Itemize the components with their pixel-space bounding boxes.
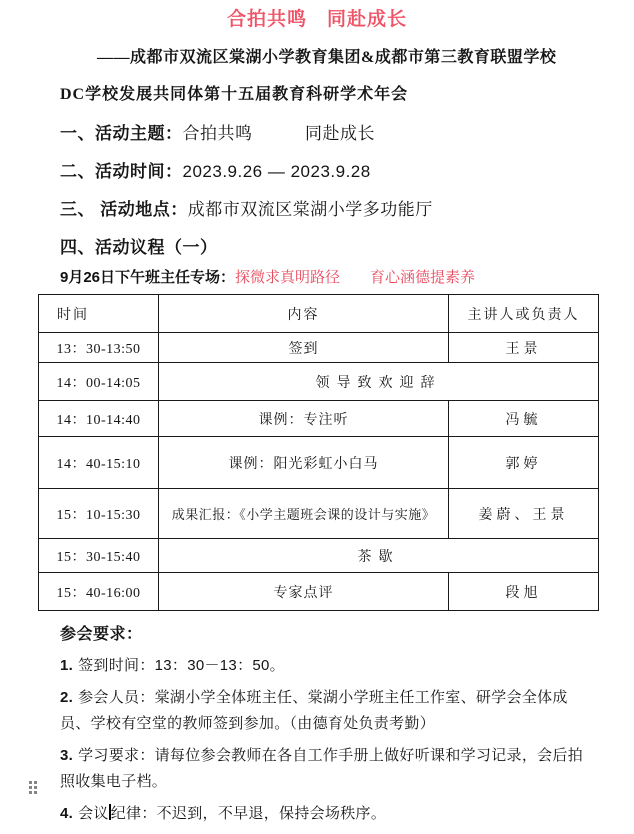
speaker-cell: 郭婷 bbox=[449, 437, 599, 489]
content-cell-merged: 茶歇 bbox=[159, 539, 599, 573]
item-number: 3. bbox=[60, 747, 74, 764]
info-label-time: 二、活动时间： bbox=[60, 162, 183, 181]
requirements-heading: 参会要求： bbox=[60, 626, 143, 643]
speaker-cell: 冯毓 bbox=[449, 401, 599, 437]
content-cell: 课例：专注听 bbox=[159, 401, 449, 437]
requirement-item-3 bbox=[60, 743, 593, 795]
info-label-place: 三、 活动地点： bbox=[60, 200, 188, 219]
item-number: 4. bbox=[60, 805, 74, 822]
info-value-place: 成都市双流区棠湖小学多功能厅 bbox=[187, 200, 433, 219]
speaker-cell: 王景 bbox=[449, 333, 599, 363]
speaker-cell: 段旭 bbox=[449, 573, 599, 611]
table-row bbox=[39, 363, 599, 401]
subtitle-line-2: DC学校发展共同体第十五届教育科研学术年会 bbox=[60, 86, 409, 103]
page-title: 合拍共鸣 同赴成长 bbox=[226, 9, 407, 30]
time-cell: 15：40-16:00 bbox=[39, 573, 159, 611]
header-speaker: 主讲人或负责人 bbox=[449, 295, 599, 333]
session-line bbox=[60, 267, 634, 288]
table-row bbox=[39, 539, 599, 573]
content-cell-merged: 领导致欢迎辞 bbox=[159, 363, 599, 401]
info-line-agenda bbox=[60, 236, 634, 259]
header-time: 时间 bbox=[39, 295, 159, 333]
time-cell: 15：30-15:40 bbox=[39, 539, 159, 573]
content-cell: 签到 bbox=[159, 333, 449, 363]
table-row bbox=[39, 573, 599, 611]
requirement-item-1 bbox=[60, 653, 593, 679]
table-header-row bbox=[39, 295, 599, 333]
table-row bbox=[39, 489, 599, 539]
header-content: 内容 bbox=[159, 295, 449, 333]
document-page bbox=[0, 7, 634, 827]
session-slogan: 探微求真明路径 育心涵德提素养 bbox=[235, 269, 476, 286]
item-text: 参会人员：棠湖小学全体班主任、棠湖小学班主任工作室、研学会全体成员、学校有空堂的教师签到参加。（由德育处负责考勤） bbox=[60, 689, 568, 732]
info-label-theme: 一、活动主题： bbox=[60, 124, 183, 143]
time-cell: 14：00-14:05 bbox=[39, 363, 159, 401]
drag-handle-icon[interactable] bbox=[29, 781, 37, 794]
time-cell: 14：40-15:10 bbox=[39, 437, 159, 489]
item-text: 签到时间：13：30－13：50。 bbox=[78, 657, 285, 674]
item-text-before-cursor: 会议 bbox=[78, 805, 109, 822]
session-prefix: 9月26日下午班主任专场： bbox=[60, 269, 236, 286]
agenda-table bbox=[38, 294, 599, 611]
speaker-cell: 姜蔚、王景 bbox=[449, 489, 599, 539]
item-number: 2. bbox=[60, 689, 74, 706]
content-cell: 课例：阳光彩虹小白马 bbox=[159, 437, 449, 489]
info-value-time: 2023.9.26 — 2023.9.28 bbox=[182, 162, 371, 181]
table-row bbox=[39, 333, 599, 363]
content-cell: 专家点评 bbox=[159, 573, 449, 611]
time-cell: 15：10-15:30 bbox=[39, 489, 159, 539]
item-text: 学习要求：请每位参会教师在各自工作手册上做好听课和学习记录，会后拍照收集电子档。 bbox=[60, 747, 584, 790]
table-row bbox=[39, 401, 599, 437]
item-text-after-cursor: 纪律：不迟到，不早退，保持会场秩序。 bbox=[110, 805, 387, 822]
info-label-agenda: 四、活动议程（一） bbox=[60, 238, 218, 257]
table-row bbox=[39, 437, 599, 489]
subtitle-line-1: ——成都市双流区棠湖小学教育集团&成都市第三教育联盟学校 bbox=[97, 49, 557, 66]
info-line-theme bbox=[60, 122, 634, 145]
info-line-place bbox=[60, 198, 634, 221]
item-number: 1. bbox=[60, 657, 74, 674]
time-cell: 14：10-14:40 bbox=[39, 401, 159, 437]
time-cell: 13：30-13:50 bbox=[39, 333, 159, 363]
requirement-item-4 bbox=[60, 801, 593, 827]
info-line-time bbox=[60, 160, 634, 183]
content-cell: 成果汇报：《小学主题班会课的设计与实施》 bbox=[159, 489, 449, 539]
requirement-item-2 bbox=[60, 685, 593, 737]
info-value-theme: 合拍共鸣 同赴成长 bbox=[182, 124, 375, 143]
